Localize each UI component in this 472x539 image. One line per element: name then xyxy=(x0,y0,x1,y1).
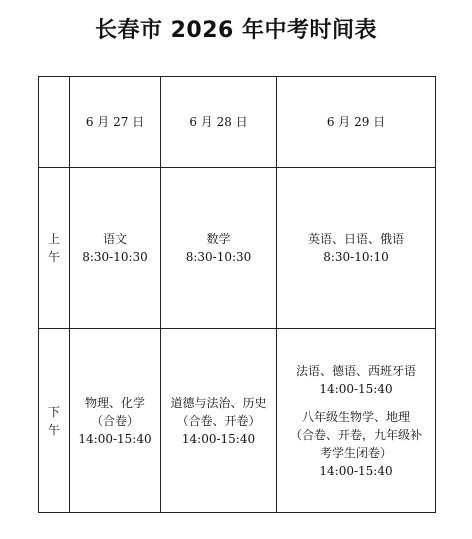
exam-note: 考学生闭卷） xyxy=(319,445,392,460)
exam-subject: 八年级生物学、地理 xyxy=(301,409,410,424)
date-header-jun27: 6 月 27 日 xyxy=(70,77,161,168)
exam-time: 8:30-10:30 xyxy=(82,250,148,264)
table-header-row xyxy=(39,77,436,168)
date-header-jun29: 6 月 29 日 xyxy=(277,77,436,168)
exam-subject: 道德与法治、历史 xyxy=(170,395,267,410)
exam-time: 14:00-15:40 xyxy=(319,381,393,396)
exam-subject: 语文 xyxy=(102,232,127,246)
exam-time: 14:00-15:40 xyxy=(78,431,152,446)
exam-schedule-table xyxy=(38,76,436,513)
exam-cell-jun28-morning xyxy=(161,168,277,329)
exam-cell-jun29-afternoon xyxy=(277,329,436,513)
period-char: 午 xyxy=(47,422,60,437)
exam-subject: 数学 xyxy=(206,232,231,246)
period-cell-afternoon xyxy=(39,329,70,513)
exam-subject: 法语、德语、西班牙语 xyxy=(295,363,416,378)
exam-time: 8:30-10:10 xyxy=(323,250,389,264)
exam-time: 14:00-15:40 xyxy=(181,431,256,446)
exam-note: （合卷、开卷） xyxy=(176,413,261,428)
exam-cell-jun29-morning xyxy=(277,168,436,329)
exam-note: （合卷） xyxy=(90,413,139,428)
exam-subject: 英语、日语、俄语 xyxy=(307,232,404,246)
period-char: 午 xyxy=(47,250,60,264)
exam-time: 14:00-15:40 xyxy=(319,463,393,478)
date-header-jun28: 6 月 28 日 xyxy=(161,77,277,168)
period-char: 上 xyxy=(47,232,60,246)
corner-cell xyxy=(39,77,70,168)
exam-time: 8:30-10:30 xyxy=(185,250,252,264)
period-cell-morning xyxy=(39,168,70,329)
exam-cell-jun27-morning xyxy=(70,168,161,329)
exam-subject: 物理、化学 xyxy=(84,395,145,410)
block-spacer xyxy=(279,398,433,408)
table-row-afternoon xyxy=(39,329,436,513)
page-title: 长春市 2026 年中考时间表 xyxy=(94,18,378,43)
exam-note: （合卷、开卷，九年级补 xyxy=(289,427,422,442)
period-char: 下 xyxy=(47,404,60,419)
exam-cell-jun28-afternoon xyxy=(161,329,277,513)
table-row-morning xyxy=(39,168,436,329)
exam-cell-jun27-afternoon xyxy=(70,329,161,513)
